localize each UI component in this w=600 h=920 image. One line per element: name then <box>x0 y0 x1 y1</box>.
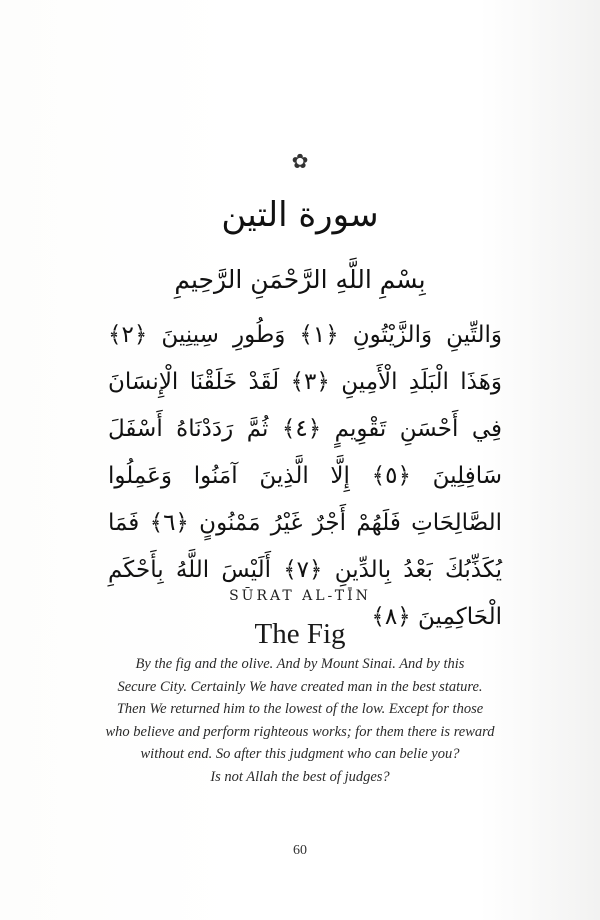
surah-title-arabic: سورة التين <box>221 195 379 235</box>
basmala: بِسْمِ اللَّهِ الرَّحْمَنِ الرَّحِيمِ <box>174 265 426 294</box>
flower-ornament-icon: ✿ <box>291 149 309 173</box>
english-translation <box>85 653 515 788</box>
surah-transliteration: SŪRAT AL-TĪN <box>229 588 371 604</box>
translation-line: who believe and perform righteous works; for them there is reward <box>105 723 495 740</box>
translation-line: By the fig and the olive. And by Mount Sinai. And by this <box>135 656 465 672</box>
arabic-verses: وَالتِّينِ وَالزَّيْتُونِ ﴿١﴾ وَطُورِ سِينِينَ ﴿٢﴾ وَهَذَا الْبَلَدِ الْأَمِينِ ﴿٣﴾ لَقَدْ خَلَقْنَا الْإِنسَانَ فِي أَحْسَنِ تَقْوِيمٍ ﴿٤﴾ ثُمَّ رَدَدْنَاهُ أَسْفَلَ سَافِلِينَ ﴿٥﴾ إِلَّا الَّذِينَ آمَنُوا وَعَمِلُوا الصَّالِحَاتِ فَلَهُمْ أَجْرٌ غَيْرُ مَمْنُونٍ ﴿٦﴾ فَمَا يُكَذِّبُكَ بَعْدُ بِالدِّينِ ﴿٧﴾ أَلَيْسَ اللَّهُ بِأَحْكَمِ الْحَاكِمِينَ ﴿٨﴾ <box>108 322 503 630</box>
page-number: 60 <box>293 843 307 858</box>
translation-line: Secure City. Certainly We have created man in the best stature. <box>117 678 483 695</box>
translation-line: Then We returned him to the lowest of the low. Except for those <box>116 701 484 717</box>
translation-line: Is not Allah the best of judges? <box>210 768 390 785</box>
surah-english-title: The Fig <box>254 618 346 650</box>
translation-line: without end. So after this judgment who can belie you? <box>140 746 460 762</box>
